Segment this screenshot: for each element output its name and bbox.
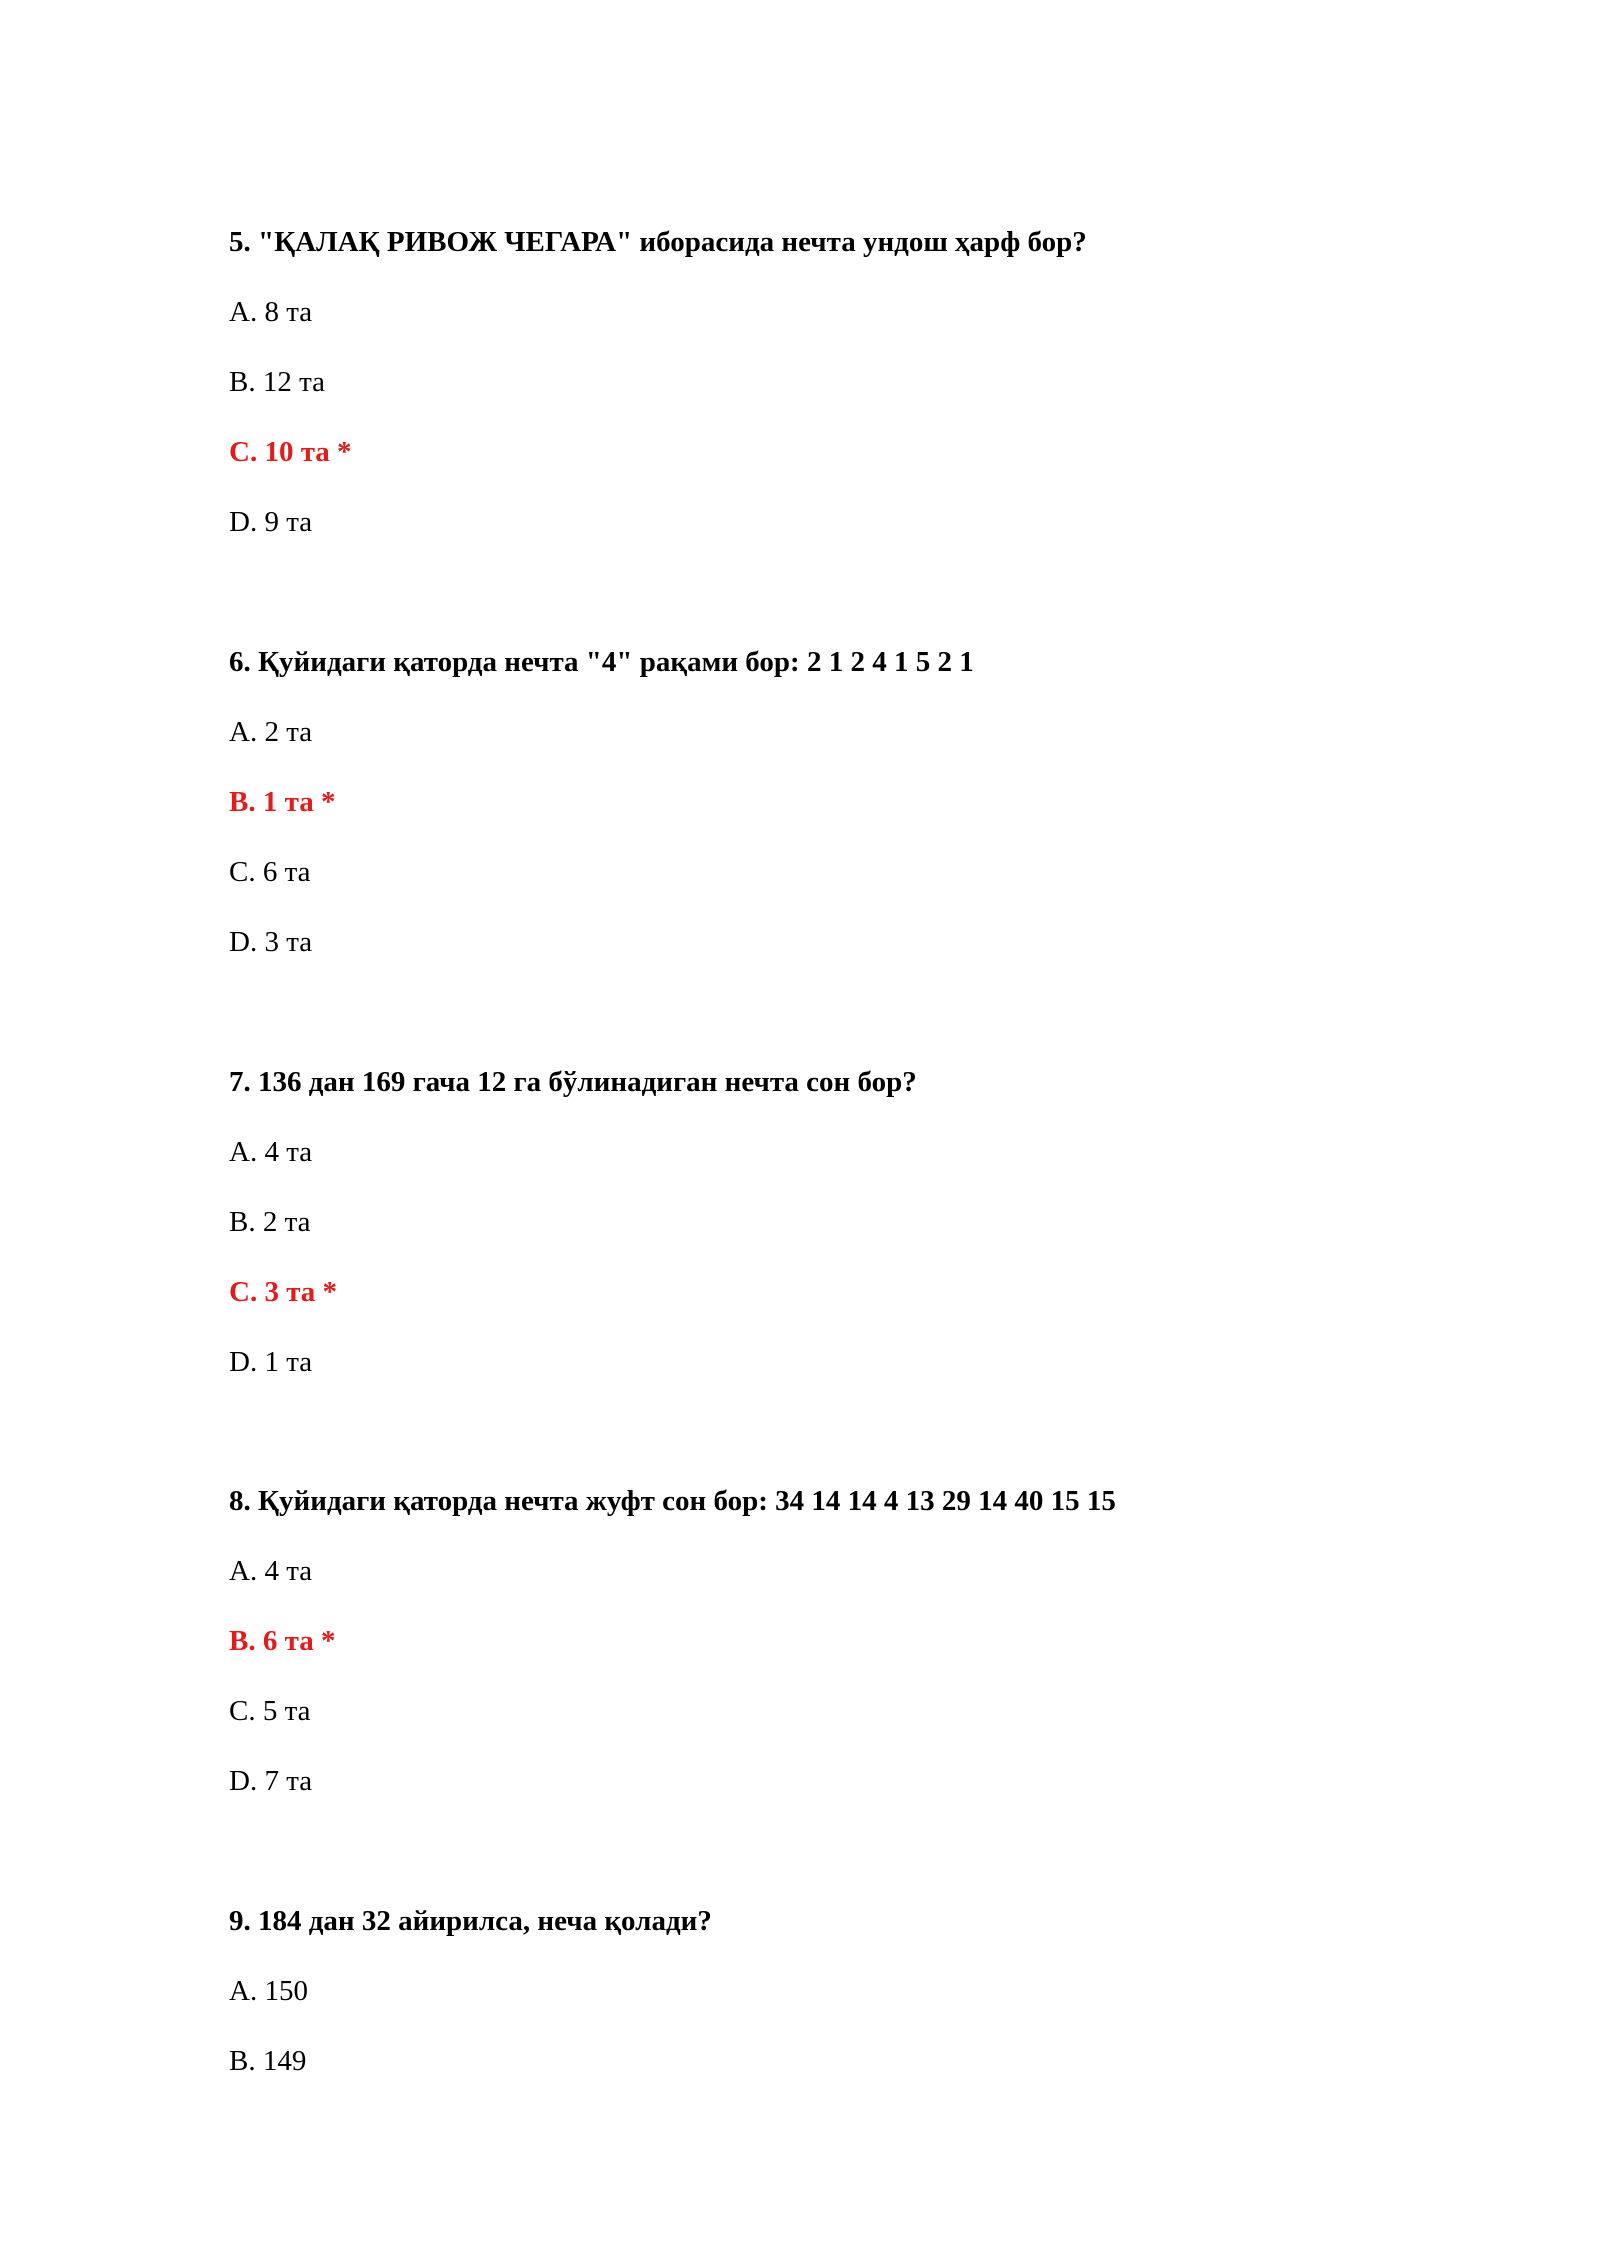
question-6 — [229, 645, 1429, 959]
option-b-correct: B. 1 та * — [229, 786, 336, 818]
option-c: C. 5 та — [229, 1695, 311, 1727]
question-text: 9. 184 дан 32 айирилса, неча қолади? — [229, 1905, 712, 1937]
question-7 — [229, 1065, 1429, 1379]
question-5 — [229, 225, 1429, 539]
option-d: D. 1 та — [229, 1346, 313, 1378]
option-d: D. 3 та — [229, 926, 313, 958]
question-8 — [229, 1484, 1429, 1798]
option-c-correct: C. 3 та * — [229, 1276, 338, 1308]
question-text: 6. Қуйидаги қаторда нечта "4" рақами бор: 2 1 2 4 1 5 2 1 — [229, 646, 974, 678]
option-b-correct: B. 6 та * — [229, 1625, 336, 1657]
option-c: C. 6 та — [229, 856, 311, 888]
option-a: A. 4 та — [229, 1136, 313, 1168]
option-a: A. 4 та — [229, 1555, 313, 1587]
question-text: 8. Қуйидаги қаторда нечта жуфт сон бор: 34 14 14 4 13 29 14 40 15 15 — [229, 1485, 1116, 1517]
option-c-correct: C. 10 та * — [229, 436, 352, 468]
option-b: B. 12 та — [229, 366, 325, 398]
option-a: A. 2 та — [229, 716, 313, 748]
option-b: B. 149 — [229, 2045, 307, 2077]
question-text: 5. "ҚАЛАҚ РИВОЖ ЧЕГАРА" иборасида нечта ундош ҳарф бор? — [229, 226, 1087, 258]
question-text: 7. 136 дан 169 гача 12 га бўлинадиган нечта сон бор? — [229, 1066, 917, 1098]
option-b: B. 2 та — [229, 1206, 311, 1238]
question-9 — [229, 1904, 1429, 2078]
option-d: D. 7 та — [229, 1765, 313, 1797]
option-d: D. 9 та — [229, 506, 313, 538]
option-a: A. 150 — [229, 1975, 308, 2007]
option-a: A. 8 та — [229, 296, 313, 328]
